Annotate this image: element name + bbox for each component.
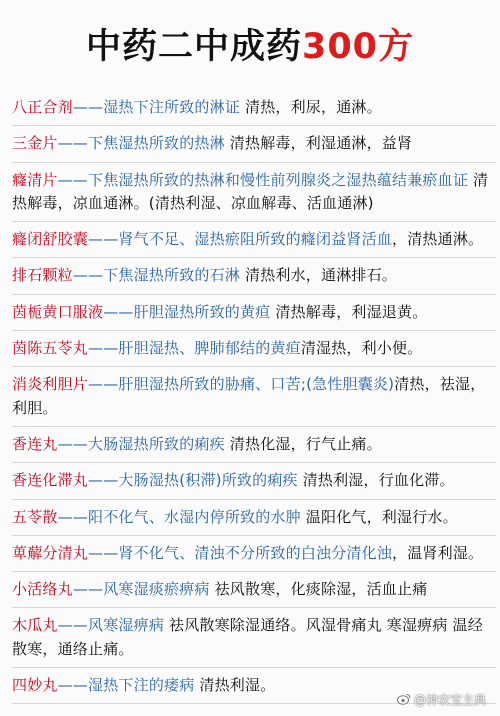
formula-entry — [12, 301, 496, 331]
formula-effect: 清热解毒，利湿通淋，益肾 — [224, 134, 413, 153]
formula-indication: 湿热下注的痿病 — [88, 676, 195, 695]
formula-entry — [12, 373, 496, 427]
formula-name: 茵栀黄口服液 — [12, 302, 104, 321]
formula-effect: 清热解毒，利湿退黄。 — [270, 302, 428, 321]
formula-name: 四妙丸 — [12, 676, 58, 695]
formula-name: 消炎利胆片 — [12, 375, 89, 394]
formula-indication: 下焦湿热所致的热淋和慢性前列腺炎之湿热蕴结兼瘀血证 — [88, 170, 469, 189]
dash-separator: —— — [88, 375, 119, 394]
formula-effect: 祛风散寒除湿通络。风湿骨痛丸 寒湿痹病 温经散寒，通络止痛。 — [12, 616, 483, 658]
dash-separator: —— — [103, 302, 134, 321]
formula-entry — [12, 542, 496, 572]
formula-indication: 风寒湿痹病 — [88, 616, 165, 635]
formula-effect: 清湿热，利小便。 — [300, 339, 423, 358]
formula-list — [12, 96, 496, 710]
title-highlight: 300方 — [301, 27, 415, 67]
formula-entry — [12, 578, 496, 608]
formula-name: 萆薢分清丸 — [12, 543, 89, 562]
formula-indication: 肝胆湿热所致的胁痛、口苦;(急性胆囊炎) — [118, 375, 395, 394]
dash-separator: —— — [57, 616, 89, 635]
formula-entry — [12, 506, 496, 536]
formula-indication: 大肠湿热所致的痢疾 — [88, 434, 225, 453]
formula-name: 五苓散 — [12, 507, 58, 526]
formula-name: 八正合剂 — [12, 98, 73, 116]
dash-separator: —— — [57, 507, 89, 526]
formula-effect: 祛风散寒，化痰除湿，活血止痛 — [209, 580, 428, 599]
formula-effect: 清热解毒，凉血通淋。(清热利湿、凉血解毒、活血通淋) — [12, 170, 489, 212]
dash-separator: —— — [57, 434, 89, 453]
watermark-text: @神农宝主典 — [413, 693, 486, 707]
formula-indication: 下焦湿热所致的热淋 — [88, 134, 225, 153]
formula-indication: 肝胆湿热、脾肺郁结的黄疸 — [118, 339, 301, 358]
formula-indication: 肝胆湿热所致的黄疸 — [133, 302, 271, 321]
formula-name: 小活络丸 — [12, 580, 73, 599]
formula-entry — [12, 228, 496, 258]
dash-separator: —— — [88, 230, 119, 249]
formula-entry — [12, 433, 496, 463]
formula-name: 茵陈五苓丸 — [12, 339, 89, 358]
dash-separator: —— — [57, 170, 89, 189]
formula-indication: 阳不化气、水湿内停所致的水肿 — [88, 507, 301, 526]
dash-separator: —— — [88, 543, 119, 562]
formula-name: 木瓜丸 — [12, 616, 58, 635]
formula-name: 排石颗粒 — [12, 266, 73, 285]
formula-entry — [12, 169, 496, 223]
weibo-icon — [397, 693, 411, 705]
dash-separator: —— — [57, 134, 89, 153]
dash-separator: —— — [88, 339, 119, 358]
formula-name: 三金片 — [12, 134, 58, 153]
dash-separator: —— — [72, 266, 104, 285]
formula-entry — [12, 132, 496, 162]
formula-indication: 肾气不足、湿热瘀阻所致的癃闭益肾活血 — [118, 230, 393, 249]
title-main: 中药二中成药 — [85, 27, 302, 67]
formula-effect: 清热化湿，行气止痛。 — [224, 434, 382, 453]
formula-entry — [12, 264, 496, 294]
formula-indication: 风寒湿痰瘀痹病 — [103, 580, 210, 599]
formula-indication: 下焦湿热所致的石淋 — [103, 266, 241, 285]
formula-entry — [12, 614, 496, 668]
watermark — [397, 691, 486, 708]
formula-effect: 清热，祛湿，利胆。 — [12, 375, 486, 417]
formula-effect: ，温肾利湿。 — [392, 543, 484, 562]
formula-effect: 温阳化气，利湿行水。 — [300, 507, 458, 526]
formula-entry — [12, 469, 496, 499]
formula-name: 癃清片 — [12, 170, 58, 189]
formula-effect: 清热利湿。 — [194, 676, 276, 695]
formula-indication: 肾不化气、清浊不分所致的白浊分清化浊 — [118, 543, 393, 562]
dash-separator: —— — [88, 471, 119, 490]
page-title — [0, 22, 500, 72]
formula-effect: 清热利湿，行血化滞。 — [297, 471, 455, 490]
dash-separator: —— — [72, 580, 104, 599]
formula-entry — [12, 337, 496, 367]
formula-entry — [12, 96, 496, 126]
dash-separator: —— — [57, 676, 89, 695]
dash-separator: —— — [72, 98, 104, 116]
formula-name: 癃闭舒胶囊 — [12, 230, 89, 249]
formula-name: 香连化滞丸 — [12, 471, 89, 490]
formula-effect: ，清热通淋。 — [392, 230, 484, 249]
formula-name: 香连丸 — [12, 434, 58, 453]
formula-effect: 清热，利尿，通淋。 — [240, 98, 382, 116]
formula-indication: 大肠湿热(积滞)所致的痢疾 — [118, 471, 298, 490]
formula-indication: 湿热下注所致的淋证 — [103, 98, 241, 116]
formula-effect: 清热利水，通淋排石。 — [240, 266, 398, 285]
